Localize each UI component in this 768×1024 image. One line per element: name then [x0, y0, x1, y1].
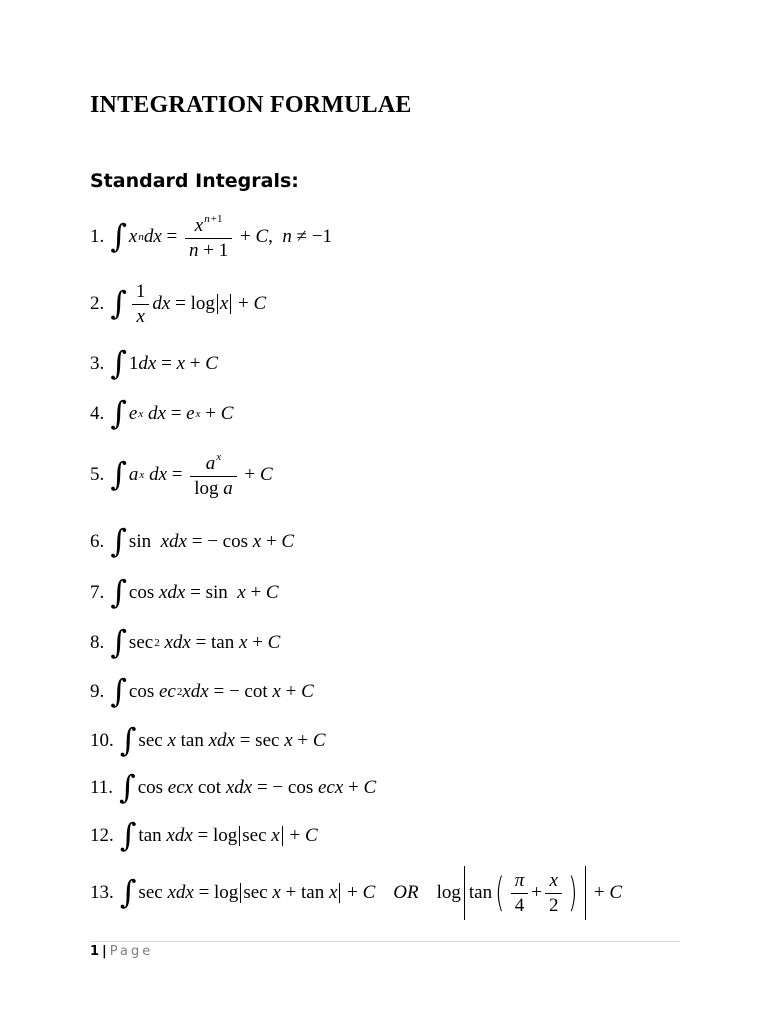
formula-8: 8. ∫ sec 2 xdx = tan x + C [90, 623, 281, 661]
footer-separator: | [102, 944, 107, 959]
formula-number: 8. [90, 632, 105, 653]
formula-2: 2. ∫ $\frac{1}{x}$ dx = log x + C [90, 281, 267, 327]
formula-10: 10. ∫ sec x tan xdx = sec x + C [90, 721, 326, 759]
formula-number: 2. [90, 293, 105, 315]
formula-number: 12. [90, 825, 114, 846]
formula-9: 9. ∫ cos ec 2 xdx = − cot x + C [90, 672, 314, 710]
formula-13: 13. ∫ sec xdx = log sec x + tan x + C OR log tan ( $\frac{\pi}{4}$ + $\frac{x}{2}$ ) + C [90, 866, 622, 920]
page-footer [90, 944, 153, 959]
formula-number: 1. [90, 226, 105, 248]
formula-12: 12. ∫ tan xdx = log sec x + C [90, 816, 318, 854]
formula-5: 5. ∫ a x dx = $\frac{a^x}{\text{log a}}$ + C [90, 451, 273, 499]
formula-number: 7. [90, 582, 105, 603]
page-number: 1 [90, 944, 100, 959]
formula-4: 4. ∫ e x dx = e x + C [90, 394, 234, 432]
section-heading: Standard Integrals: [90, 170, 299, 192]
formula-6: 6. ∫ sin xdx = − cos x + C [90, 522, 295, 560]
page-label: Page [109, 944, 154, 959]
formula-number: 13. [90, 882, 114, 903]
formula-number: 4. [90, 403, 105, 424]
document-title: INTEGRATION FORMULAE [90, 92, 412, 118]
formula-number: 3. [90, 353, 105, 374]
formula-number: 10. [90, 730, 114, 751]
formula-number: 9. [90, 681, 105, 702]
footer-divider [90, 941, 680, 942]
formula-3: 3. ∫ 1 dx = x + C [90, 344, 218, 382]
formula-number: 6. [90, 531, 105, 552]
formula-number: 11. [90, 777, 114, 798]
formula-number: 5. [90, 464, 105, 486]
formula-7: 7. ∫ cos xdx = sin x + C [90, 573, 279, 611]
formula-1: 1. ∫ x n dx = $\frac{x^{n+1}}{n + 1}$ + C , n ≠ −1 [90, 213, 333, 261]
formula-11: 11. ∫ cos ecx cot xdx = − cos ecx + C [90, 768, 377, 806]
